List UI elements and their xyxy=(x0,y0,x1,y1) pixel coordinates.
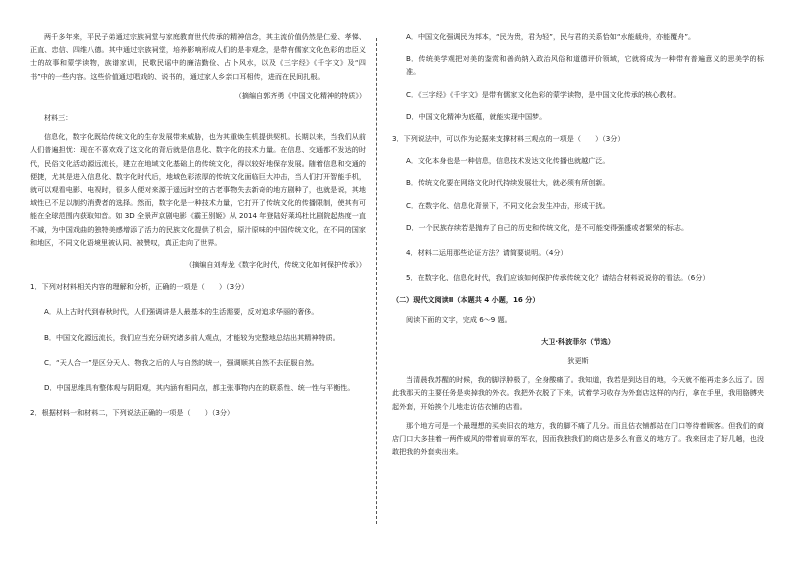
section-two-heading: （二）现代文阅读Ⅱ（本题共 4 小题，16 分） xyxy=(392,295,540,305)
question-2-option-d: D．中国文化精神为底蕴，就能实现中国梦。 xyxy=(406,111,547,121)
reading-instruction: 阅读下面的文字，完成 6～9 题。 xyxy=(406,314,512,324)
question-1-option-a: A．从上古时代到春秋时代，人们强调讲是人最基本的生活需要，反对追求华丽的奢侈。 xyxy=(44,307,319,317)
passage-paragraph-1: 当清晨我苏醒的时候，我的脚浮肿极了，全身酸痛了。我知道，我若是到达目的地，今天就不能再走多么远了。因此我那天的主要任务是卖掉我的外衣。我把外衣脱了下来，试着学习收存为外套店这样的内行，拿在手里，我用胳膊夹起外套，开始挨个儿地走访估衣铺的店看。 xyxy=(392,375,764,411)
question-2-option-a: A．中国文化强调民为邦本，“民为贵，君为轻”，民与君的关系恰如“水能载舟，亦能覆舟”。 xyxy=(406,32,696,41)
question-2-option-b: B．传统美学观把对美的鉴赏和善尚纳入政治风俗和道德评价领域，它就将成为一种带有普遍意义的思美学的标准。 xyxy=(406,54,764,77)
question-3-option-d: D．一个民族存续若是抛弃了自己的历史和传统文化，是不可能变得强盛或者繁荣的标志。 xyxy=(406,222,689,232)
source-citation-material-three: （摘编自刘寿龙《数字化时代，传统文化如何保护传承》） xyxy=(185,260,366,270)
column-divider xyxy=(376,38,377,524)
material-three-title: 材料三： xyxy=(44,113,73,123)
question-3-option-b: B．传统文化要在网络文化时代持续发展壮大，就必须有所创新。 xyxy=(406,178,610,188)
question-2-option-c: C．《三字经》《千字文》是带有儒家文化色彩的蒙学读物，是中国文化传承的核心教材。 xyxy=(406,89,681,99)
passage-paragraph-2: 那个地方可是一个最理想的买卖旧衣的地方，我的脚不痛了几分。而且估衣铺都站在门口等待着顾客。但我们的商店门口大多挂着一两件威风的带着肩章的军衣，因而我独我们的商店是多么有意义的地方了。我来回走了好几趟，也没敢把我的外套卖出来。 xyxy=(392,420,764,457)
question-1-option-c: C．“天人合一”是区分天人、物我之后的人与自然的统一，强调顺其自然不去征服自然。 xyxy=(44,357,319,367)
right-column xyxy=(392,30,764,458)
question-1-option-d: D．中国思维具有整体观与阴阳观，其内涵有相同点，都主张事物内在的联系性、统一性与平衡性。 xyxy=(44,383,355,393)
question-4-stem: 4．材料二运用那些论证方法？请简要说明。（4分） xyxy=(406,248,568,258)
question-5-stem: 5．在数字化、信息化时代，我们应该如何保护传承传统文化？请结合材料说说你的看法。（6分） xyxy=(406,273,710,283)
material-three-body: 信息化，数字化既给传统文化的生存发展带来威胁，也为其重焕生机提供契机。长期以来，当我们从前人们普遍担忧：现在不喜欢戏了这文化的背后就是信息化、数字化的技术力量。在信息、交通都不发达的时代，民俗文化活动源远流长，建立在地域文化基础上的传统文化，得以较好地保存发展。随着信息和交通的便捷，尤其是进入信息化、数字化时代后，地域色彩浓厚的传统文化面临巨大冲击，当人们打开智能手机，就可以观看电影、电视时，很多人便对来源于遥远时空的古老事物失去新奇的地方剧种了，也就是说，其地域性已不足以制约消费者的选择。然而，数字化是一种技术力量，它打开了传统文化的传播限制，使其有可能在全球范围内获取知音。如 3D 全景声京剧电影《霸王别姬》从 2014 年登陆好莱坞杜比剧院起热度一直不减，为中国戏曲的独特美感增添了活力的民族文化提供了机会，原汁原味的中国传统文化，在不同的国家和地区，不同文化语境里被认同、被赞叹，真正走向了世界。 xyxy=(30,132,366,247)
question-3-option-c: C．在数字化、信息化背景下，不同文化会发生冲击，形成干扰。 xyxy=(406,200,610,210)
question-3-stem: 3．下列说法中，可以作为论据来支撑材料三观点的一项是（ ）（3分） xyxy=(392,134,625,144)
question-1-stem: 1．下列对材料相关内容的理解和分析，正确的一项是（ ）（3分） xyxy=(30,282,249,292)
material-two-closing-paragraph: 两千多年来，平民子弟通过宗族祠堂与家庭教育世代传承的精神信念，其主流价值仍然是仁爱、孝悌、正直、忠信、四维八德。其中通过宗族祠堂，培养影响形成人们的是非观念，是带有儒家文化色彩的忠臣义士的故事和蒙学读物，族谱家训，民歌民谣中的廉洁勤俭、占卜风水，以及《三字经》《千字文》及“四书”中的一些内容。这些价值通过唱戏的、说书的，通过家人乡亲口耳相传，进而在民间扎根。 xyxy=(30,32,366,81)
question-2-stem: 2．根据材料一和材料二，下列说法正确的一项是（ ）（3分） xyxy=(30,408,235,418)
left-column xyxy=(30,30,366,419)
question-3-option-a: A．文化本身也是一种信息，信息技术发达文化传播也就越广泛。 xyxy=(406,156,610,166)
passage-author: 狄更斯 xyxy=(567,356,589,366)
passage-title: 大卫·科波菲尔（节选） xyxy=(541,336,615,346)
source-citation-material-two: （摘编自郭齐勇《中国文化精神的特质》） xyxy=(234,90,366,100)
question-1-option-b: B．中国文化源远流长，我们应当充分研究诸多前人观点，才能较为完整地总结出其精神特质。 xyxy=(44,332,340,342)
